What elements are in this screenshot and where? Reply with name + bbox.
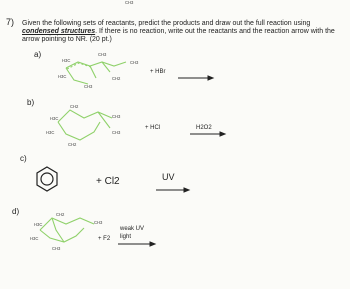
instructions-tail: . If there is no reaction, write out the reactants and the reaction arrow with the arrow pointing to NR. (20 pt.)	[22, 28, 335, 43]
reaction-arrow-a	[178, 76, 213, 80]
part-d-condition-line2: light	[120, 234, 132, 240]
instructions-emphasis: condensed structures	[22, 28, 96, 35]
part-a-reagent: + HBr	[150, 69, 166, 75]
part-a-atom: CH3	[98, 52, 107, 57]
part-b-atom: CH3	[112, 130, 121, 135]
part-b-atom: CH3	[112, 114, 121, 119]
part-b-atom: H3C	[46, 130, 55, 135]
part-b-label: b)	[27, 98, 35, 107]
part-a-atom: CH2	[112, 76, 121, 81]
part-d-atom: CH3	[52, 246, 61, 251]
part-a-atom: H3C	[62, 58, 71, 63]
question-number: 7)	[6, 17, 15, 27]
part-b-atom: CH2	[68, 142, 77, 147]
part-d-atom: CH2	[56, 212, 65, 217]
part-d-reagent: + F2	[98, 236, 111, 242]
reaction-arrow-c	[156, 188, 189, 192]
part-a-atom: CH3	[130, 60, 139, 65]
part-a-label: a)	[34, 50, 42, 59]
benzene-ring	[37, 167, 57, 191]
part-c-label: c)	[20, 154, 27, 163]
instructions-lead: Given the following sets of reactants, predict the products and draw out the full reaction using	[22, 20, 311, 27]
top-stray-label: CH3	[125, 0, 134, 5]
part-d-atom: CH3	[94, 220, 103, 225]
part-d-molecule	[40, 218, 94, 242]
part-c-reagent: + Cl2	[96, 176, 120, 187]
part-b-reagent: + HCl	[145, 125, 161, 131]
part-c-condition: UV	[162, 172, 175, 182]
part-d-condition-line1: weak UV	[120, 226, 145, 232]
part-d-atom: H3C	[30, 236, 39, 241]
reaction-arrow-b	[190, 132, 225, 136]
reaction-arrow-d	[118, 242, 155, 246]
part-a-atom: CH3	[84, 84, 93, 89]
part-d-atom: H3C	[34, 222, 43, 227]
part-b-molecule	[58, 110, 112, 140]
part-a-atom: H3C	[58, 74, 67, 79]
part-b-condition: H2O2	[196, 125, 212, 131]
part-b-atom: H3C	[50, 116, 59, 121]
part-b-atom: CH2	[70, 104, 79, 109]
part-d-label: d)	[12, 207, 20, 216]
